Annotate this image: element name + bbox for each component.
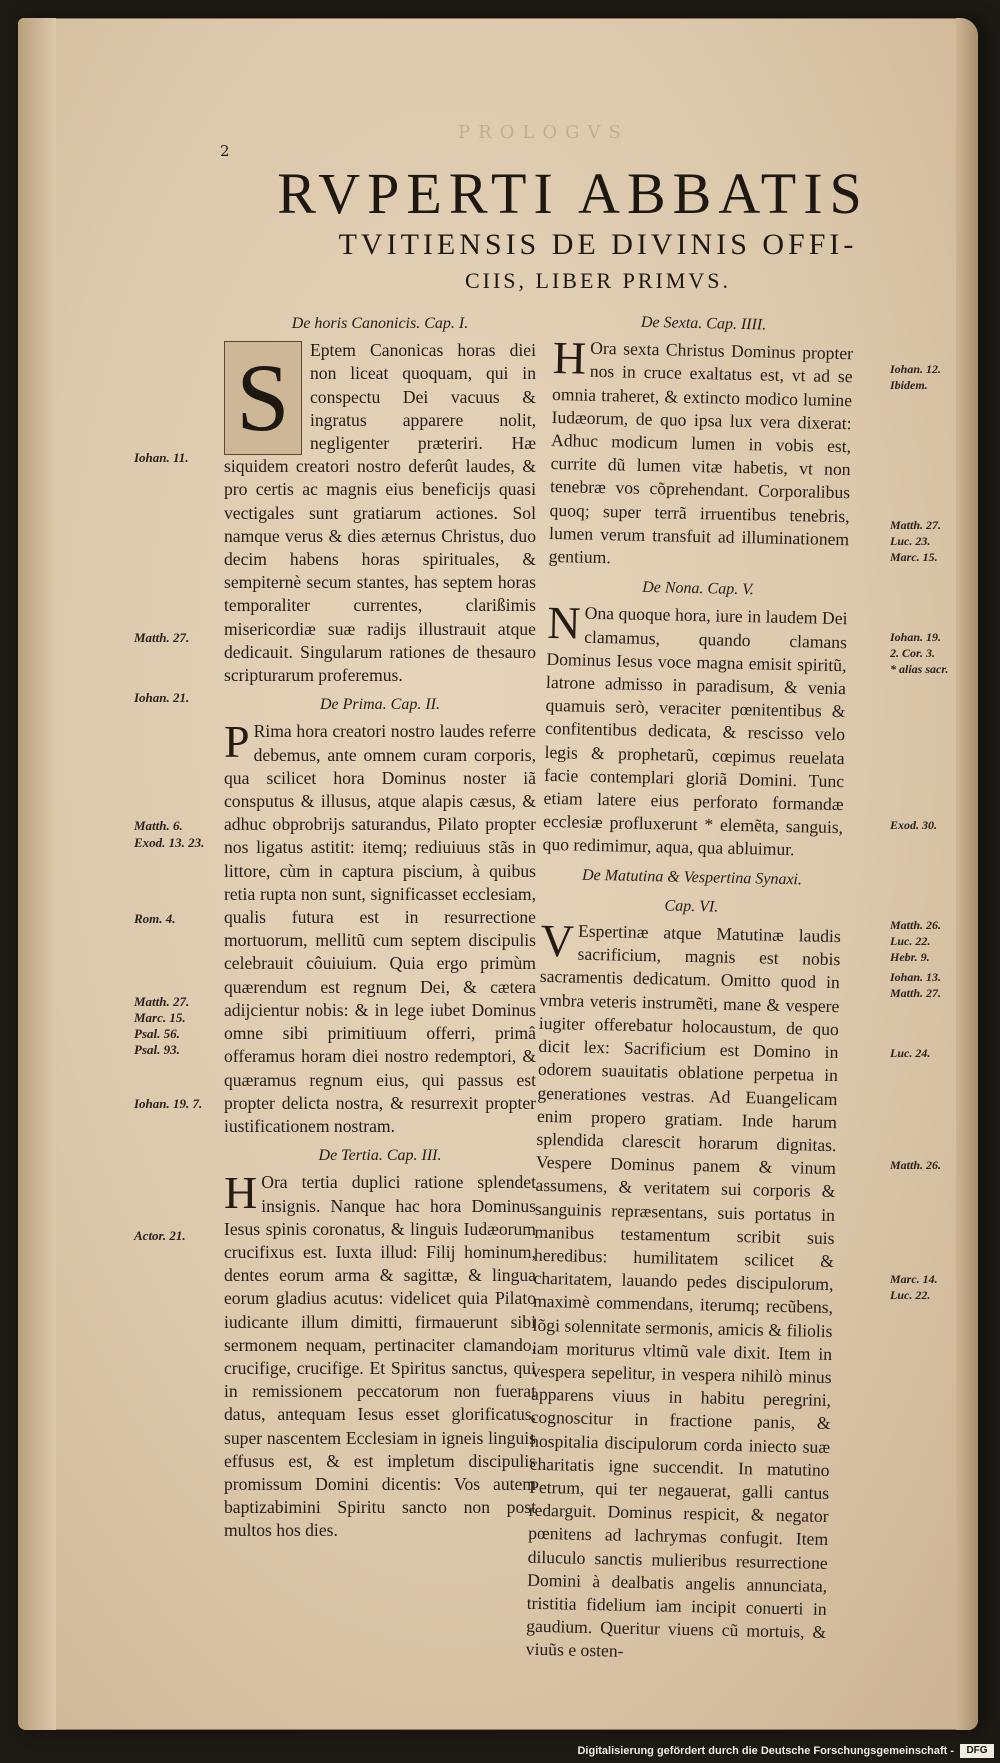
page-fore-edge xyxy=(956,18,978,1730)
chapter-2-paragraph xyxy=(224,716,536,1138)
chapter-4-heading: De Sexta. Cap. IIII. xyxy=(640,313,767,334)
chapter-6-heading: De Matutina & Vespertina Synaxi. xyxy=(581,866,803,888)
margin-note: Marc. 15. xyxy=(134,1010,186,1025)
chapter-1-text: Eptem Canonicas horas diei non liceat quoquam, qui in conspectu Dei vacuus & ingratus apparere nolit, negligenter præteriri. Hæ siquidem creatori nostro deferût laudes, & pro certis ac magnis eius beneficijs quasi vectigales sunt gratiarum actiones. Sol namque verus & dies æternus Christus, duo decim habens horas spirituales, & sempiternè secum stantes, has septem horas temporaliter currentes, clarißimis misericordiæ suæ radijs illustrauit atque dedicauit. Singularum rationes de thesauro scripturarum proferemus. xyxy=(224,340,536,686)
margin-note: Iohan. 19. 7. xyxy=(134,1096,203,1111)
margin-note: Luc. 24. xyxy=(890,1046,931,1060)
initial-h-2: H xyxy=(552,332,587,384)
margin-note: Marc. 15. xyxy=(890,550,938,564)
margin-note: Matth. 26. xyxy=(890,1158,942,1172)
margin-note: Luc. 22. xyxy=(890,934,931,948)
chapter-2-heading: De Prima. Cap. II. xyxy=(320,696,440,714)
initial-n: N xyxy=(546,597,582,650)
title-line-2: TVITIENSIS DE DIVINIS OFFI- xyxy=(338,228,858,261)
right-column xyxy=(526,303,854,1668)
chapter-5-heading: De Nona. Cap. V. xyxy=(642,579,755,599)
chapter-3-heading: De Tertia. Cap. III. xyxy=(318,1147,442,1165)
book-page xyxy=(18,18,978,1730)
margin-note: Actor. 21. xyxy=(134,1228,186,1243)
margin-note: Exod. 30. xyxy=(890,818,938,832)
ornamental-initial-letter: S xyxy=(236,344,290,452)
chapter-5-text: Ona quoque hora, iure in laudem Dei clamamus, quando clamans Dominus Iesus voce magna emisit spiritũ, latrone admisso in paradisum, & venia quamuis serò, veraciter pœnitentibus & confitentibus dedicata, & rescisso velo legis & prophetarũ, cœpimus reuelata facie contemplari gloriã Domini. Tunc etiam latere eius perforato formandæ ecclesiæ profluxerunt * elemẽta, sanguis, quo redimimur, aqua, qua abluimur. xyxy=(542,603,848,860)
margin-note: Marc. 14. xyxy=(890,1272,938,1286)
margin-note: Luc. 22. xyxy=(890,1288,931,1302)
margin-note: * alias sacr. xyxy=(890,662,949,676)
dfg-logo-badge: DFG xyxy=(960,1744,994,1758)
margin-note: Matth. 27. xyxy=(890,986,942,1000)
margin-note: Matth. 27. xyxy=(134,994,190,1009)
margin-note: Iohan. 11. xyxy=(134,450,189,465)
chapter-6-text: Espertinæ atque Matutinæ laudis sacrificium, magnis est nobis sacramentis dedicatum. Omitto quod in vmbra veteris instrumẽti, mane & vespere iugiter offerebatur holocaustum, de quo dicit lex: Sacrificium est Domino in odorem suauitatis oblatione perpetua in generationes vestras. Ad Euangelicam enim propero gratiam. Inde harum splendida clarescit horarum dignitas. Vespere Dominus panem & vinum assumens, & veritatem sui corporis & sanguinis repræsentans, suis portatus in manibus testamentum scribit suis heredibus: humilitatem scilicet & charitatem, lauando pedes discipulorum, maximè commendans, iterumq; recũbens, lõgi solennitate sermonis, amicis & filiolis iam moriturus vltimũ vale dixit. Item in vespera sepelitur, in vespera nihilò minus apparens viuus in habitu peregrini, cognoscitur in fractione panis, & hospitalia discipulorum corda iniecto suæ charitatis igne succendit. In matutino Petrum, qui ter negauerat, galli cantus redarguit. Dominus respicit, & negator pœnitens ad lachrymas confugit. Item diluculo sanctis mulieribus resurrectione Domini à dealbatis angelis annunciata, tristitia fidelium iam incipit conuerti in gaudium. Queritur viuens cũ mortuis, & viuũs e osten- xyxy=(525,920,842,1662)
margin-note: 2. Cor. 3. xyxy=(890,646,936,660)
left-column xyxy=(224,306,536,1543)
chapter-6-paragraph xyxy=(525,914,842,1668)
footer-funding-text: Digitalisierung gefördert durch die Deutsche Forschungsgemeinschaft - xyxy=(577,1745,954,1757)
initial-v: V xyxy=(540,914,575,967)
chapter-5-paragraph xyxy=(542,597,848,862)
margin-note: Matth. 27. xyxy=(134,630,190,645)
margin-note: Psal. 56. xyxy=(134,1026,180,1041)
margin-note: Psal. 93. xyxy=(134,1042,180,1057)
margin-note: Ibidem. xyxy=(890,378,928,392)
initial-p: P xyxy=(224,716,250,768)
chapter-4-text: Ora sexta Christus Dominus propter nos in cruce exaltatus est, vt ad se omnia traheret, & extincto modico lumine Iudæorum, de quo ipsa lux vera dixerat: Adhuc modicum lumen in vobis est, currite dũ lumen vitæ habetis, vt non tenebræ vos cõprehendant. Corporalibus quoq; super terrã irruentibus tenebris, lumen verum transfuit ad illuminationem gentium. xyxy=(548,337,854,568)
margin-note: Iohan. 12. xyxy=(890,362,942,376)
chapter-3-paragraph xyxy=(224,1167,536,1542)
chapter-6-subheading: Cap. VI. xyxy=(664,897,719,916)
page-gutter-shadow xyxy=(18,18,56,1730)
chapter-1-heading: De horis Canonicis. Cap. I. xyxy=(291,315,469,332)
margin-note: Exod. 13. 23. xyxy=(134,835,205,850)
chapter-2-text: Rima hora creatori nostro laudes referre debemus, ante omnem curam corporis, qua scilicet hora Dominus noster iã consputus & illusus, atque alapis cæsus, & adhuc obprobrijs saturandus, Pilato propter nos ligatus astitit: itemq; rediuiuus stãs in littore, cùm in captura piscium, à quibus retia rupta non sunt, significasset ecclesiam, qualis futura est in resurrectione mortuorum, mellitũ cum septem discipulis celebrauit côuiuium. Quia ergo primùm quærendum est regnum Dei, & cætera adijcientur nobis: & in lege iubet Dominus omne sibi primitiuum offerri, primâ offeramus horam diei nostro redemptori, & quæramus regnum eius, qui passus est propter delicta nostra, & resurrexit propter iustificationem nostram. xyxy=(224,721,536,1136)
margin-note: Iohan. 13. xyxy=(890,970,942,984)
margin-note: Luc. 23. xyxy=(890,534,931,548)
title-line-3: CIIS, LIBER PRIMVS. xyxy=(464,268,732,293)
page-number: 2 xyxy=(220,142,230,160)
chapter-4-paragraph xyxy=(548,332,854,574)
margin-note: Iohan. 21. xyxy=(134,690,190,705)
margin-note: Matth. 26. xyxy=(890,918,942,932)
margin-note: Matth. 6. xyxy=(134,818,183,833)
ornamental-initial-s xyxy=(224,341,302,455)
margin-note: Hebr. 9. xyxy=(890,950,930,964)
title-line-1: RVPERTI ABBATIS xyxy=(277,161,869,226)
bleed-through-text: PROLOGVS xyxy=(458,122,629,143)
margin-note: Rom. 4. xyxy=(134,911,176,926)
chapter-1-paragraph xyxy=(224,339,536,687)
chapter-3-text: Ora tertia duplici ratione splendet insignis. Nanque hac hora Dominus Iesus spinis coronatus, & linguis Iudæorum crucifixus est. Iuxta illud: Filij hominum, dentes eorum arma & sagittæ, & lingua eorum gladius acutus: videlicet quia Pilato iudicante illum dimitti, firmauerunt sibi sermonem nequam, pertinaciter clamando, crucifige, crucifige. Et Spiritus sanctus, qui in remissionem peccatorum non fuerat datus, antequam Iesus esset glorificatus, super nascentem Ecclesiam in igneis linguis effusus est, & est impletum discipulis promissum Domini dicentis: Vos autem baptizabimini Spiritu sancto non post multos hos dies. xyxy=(224,1172,536,1541)
margin-note: Matth. 27. xyxy=(890,518,942,532)
initial-h: H xyxy=(224,1167,258,1219)
margin-note: Iohan. 19. xyxy=(890,630,942,644)
